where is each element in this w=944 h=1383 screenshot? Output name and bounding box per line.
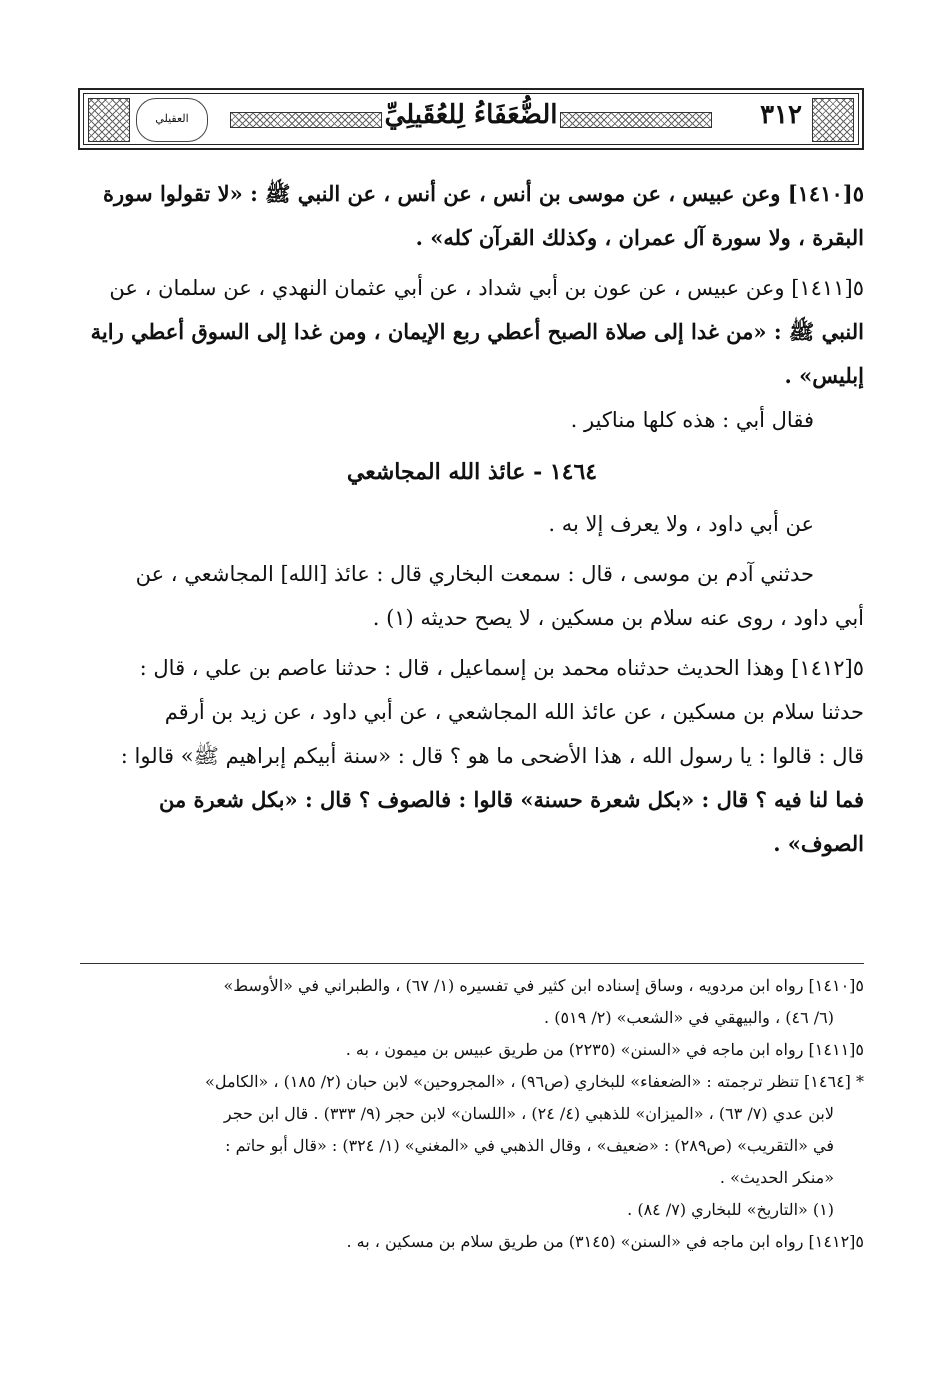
entry-intro: عن أبي داود ، ولا يعرف إلا به . [548,512,814,536]
hadith-1412-line3: قال : قالوا : يا رسول الله ، هذا الأضحى ما هو ؟ قال : «سنة أبيكم إبراهيم ﷺ» قالوا : [120,744,864,768]
hadith-1412-line5: الصوف» . [773,831,864,856]
hadith-1411-line2: النبي ﷺ : «من غدا إلى صلاة الصبح أعطي ربع الإيمان ، ومن غدا إلى السوق أعطي راية [90,319,864,344]
bukhari-quote-line2: أبي داود ، روى عنه سلام بن مسكين ، لا يصح حديثه (١) . [372,606,864,630]
hadith-1412-line2: حدثنا سلام بن مسكين ، عن عائذ الله المجاشعي ، عن أبي داود ، عن زيد بن أرقم [164,700,864,724]
page-number: ٣١٢ [760,100,802,130]
book-title: الضُّعَفَاءُ لِلعُقَيلِيِّ [384,100,558,130]
main-text [80,172,864,866]
book-logo: العقيلي [136,98,208,142]
footnote-1464-line2: لابن عدي (٧/ ٦٣) ، «الميزان» للذهبي (٤/ ٢٤) ، «اللسان» لابن حجر (٩/ ٣٣٣) . قال ابن حجر [223,1104,834,1123]
footnote-1: (١) «التاريخ» للبخاري (٧/ ٨٤) . [627,1200,834,1219]
entry-heading: ١٤٦٤ - عائذ الله المجاشعي [346,459,598,485]
footnote-1411: ٥[١٤١١] رواه ابن ماجه في «السنن» (٢٢٣٥) من طريق عبيس بن ميمون ، به . [345,1040,864,1059]
footnote-1464-line3: في «التقريب» (ص٢٨٩) : «ضعيف» ، وقال الذهبي في «المغني» (١/ ٣٢٤) : «قال أبو حاتم : [225,1136,834,1155]
hadith-1411-line3: إبليس» . [784,363,864,388]
hadith-1411-line1: ٥[١٤١١] وعن عبيس ، عن عون بن أبي شداد ، عن أبي عثمان النهدي ، عن سلمان ، عن [109,276,864,300]
hadith-1410-line1: ٥[١٤١٠] وعن عبيس ، عن موسى بن أنس ، عن أنس ، عن النبي ﷺ : «لا تقولوا سورة [103,181,864,206]
footnote-1464-line1: * [١٤٦٤] تنظر ترجمته : «الضعفاء» للبخاري (ص٩٦) ، «المجروحين» لابن حبان (٢/ ١٨٥) ، «الكامل» [205,1072,864,1091]
footnote-separator [80,963,864,964]
hadith-1410-line2: البقرة ، ولا سورة آل عمران ، وكذلك القرآن كله» . [415,225,864,250]
footnote-1410-line1: ٥[١٤١٠] رواه ابن مردويه ، وساق إسناده ابن كثير في تفسيره (١/ ٦٧) ، والطبراني في «الأوسط» [223,976,864,995]
hadith-1412-line1: ٥[١٤١٢] وهذا الحديث حدثناه محمد بن إسماعيل ، قال : حدثنا عاصم بن علي ، قال : [139,656,864,680]
footnote-1412: ٥[١٤١٢] رواه ابن ماجه في «السنن» (٣١٤٥) من طريق سلام بن مسكين ، به . [346,1232,864,1251]
footnotes [80,970,864,1258]
page-header [78,88,864,150]
bukhari-quote-line1: حدثني آدم بن موسى ، قال : سمعت البخاري قال : عائذ [الله] المجاشعي ، عن [135,562,814,586]
footnote-1410-line2: (٦/ ٤٦) ، والبيهقي في «الشعب» (٢/ ٥١٩) . [544,1008,834,1027]
hadith-1412-line4: فما لنا فيه ؟ قال : «بكل شعرة حسنة» قالوا : فالصوف ؟ قال : «بكل شعرة من [159,787,864,812]
abi-comment: فقال أبي : هذه كلها مناكير . [570,408,814,432]
footnote-1464-line4: «منكر الحديث» . [719,1168,834,1187]
